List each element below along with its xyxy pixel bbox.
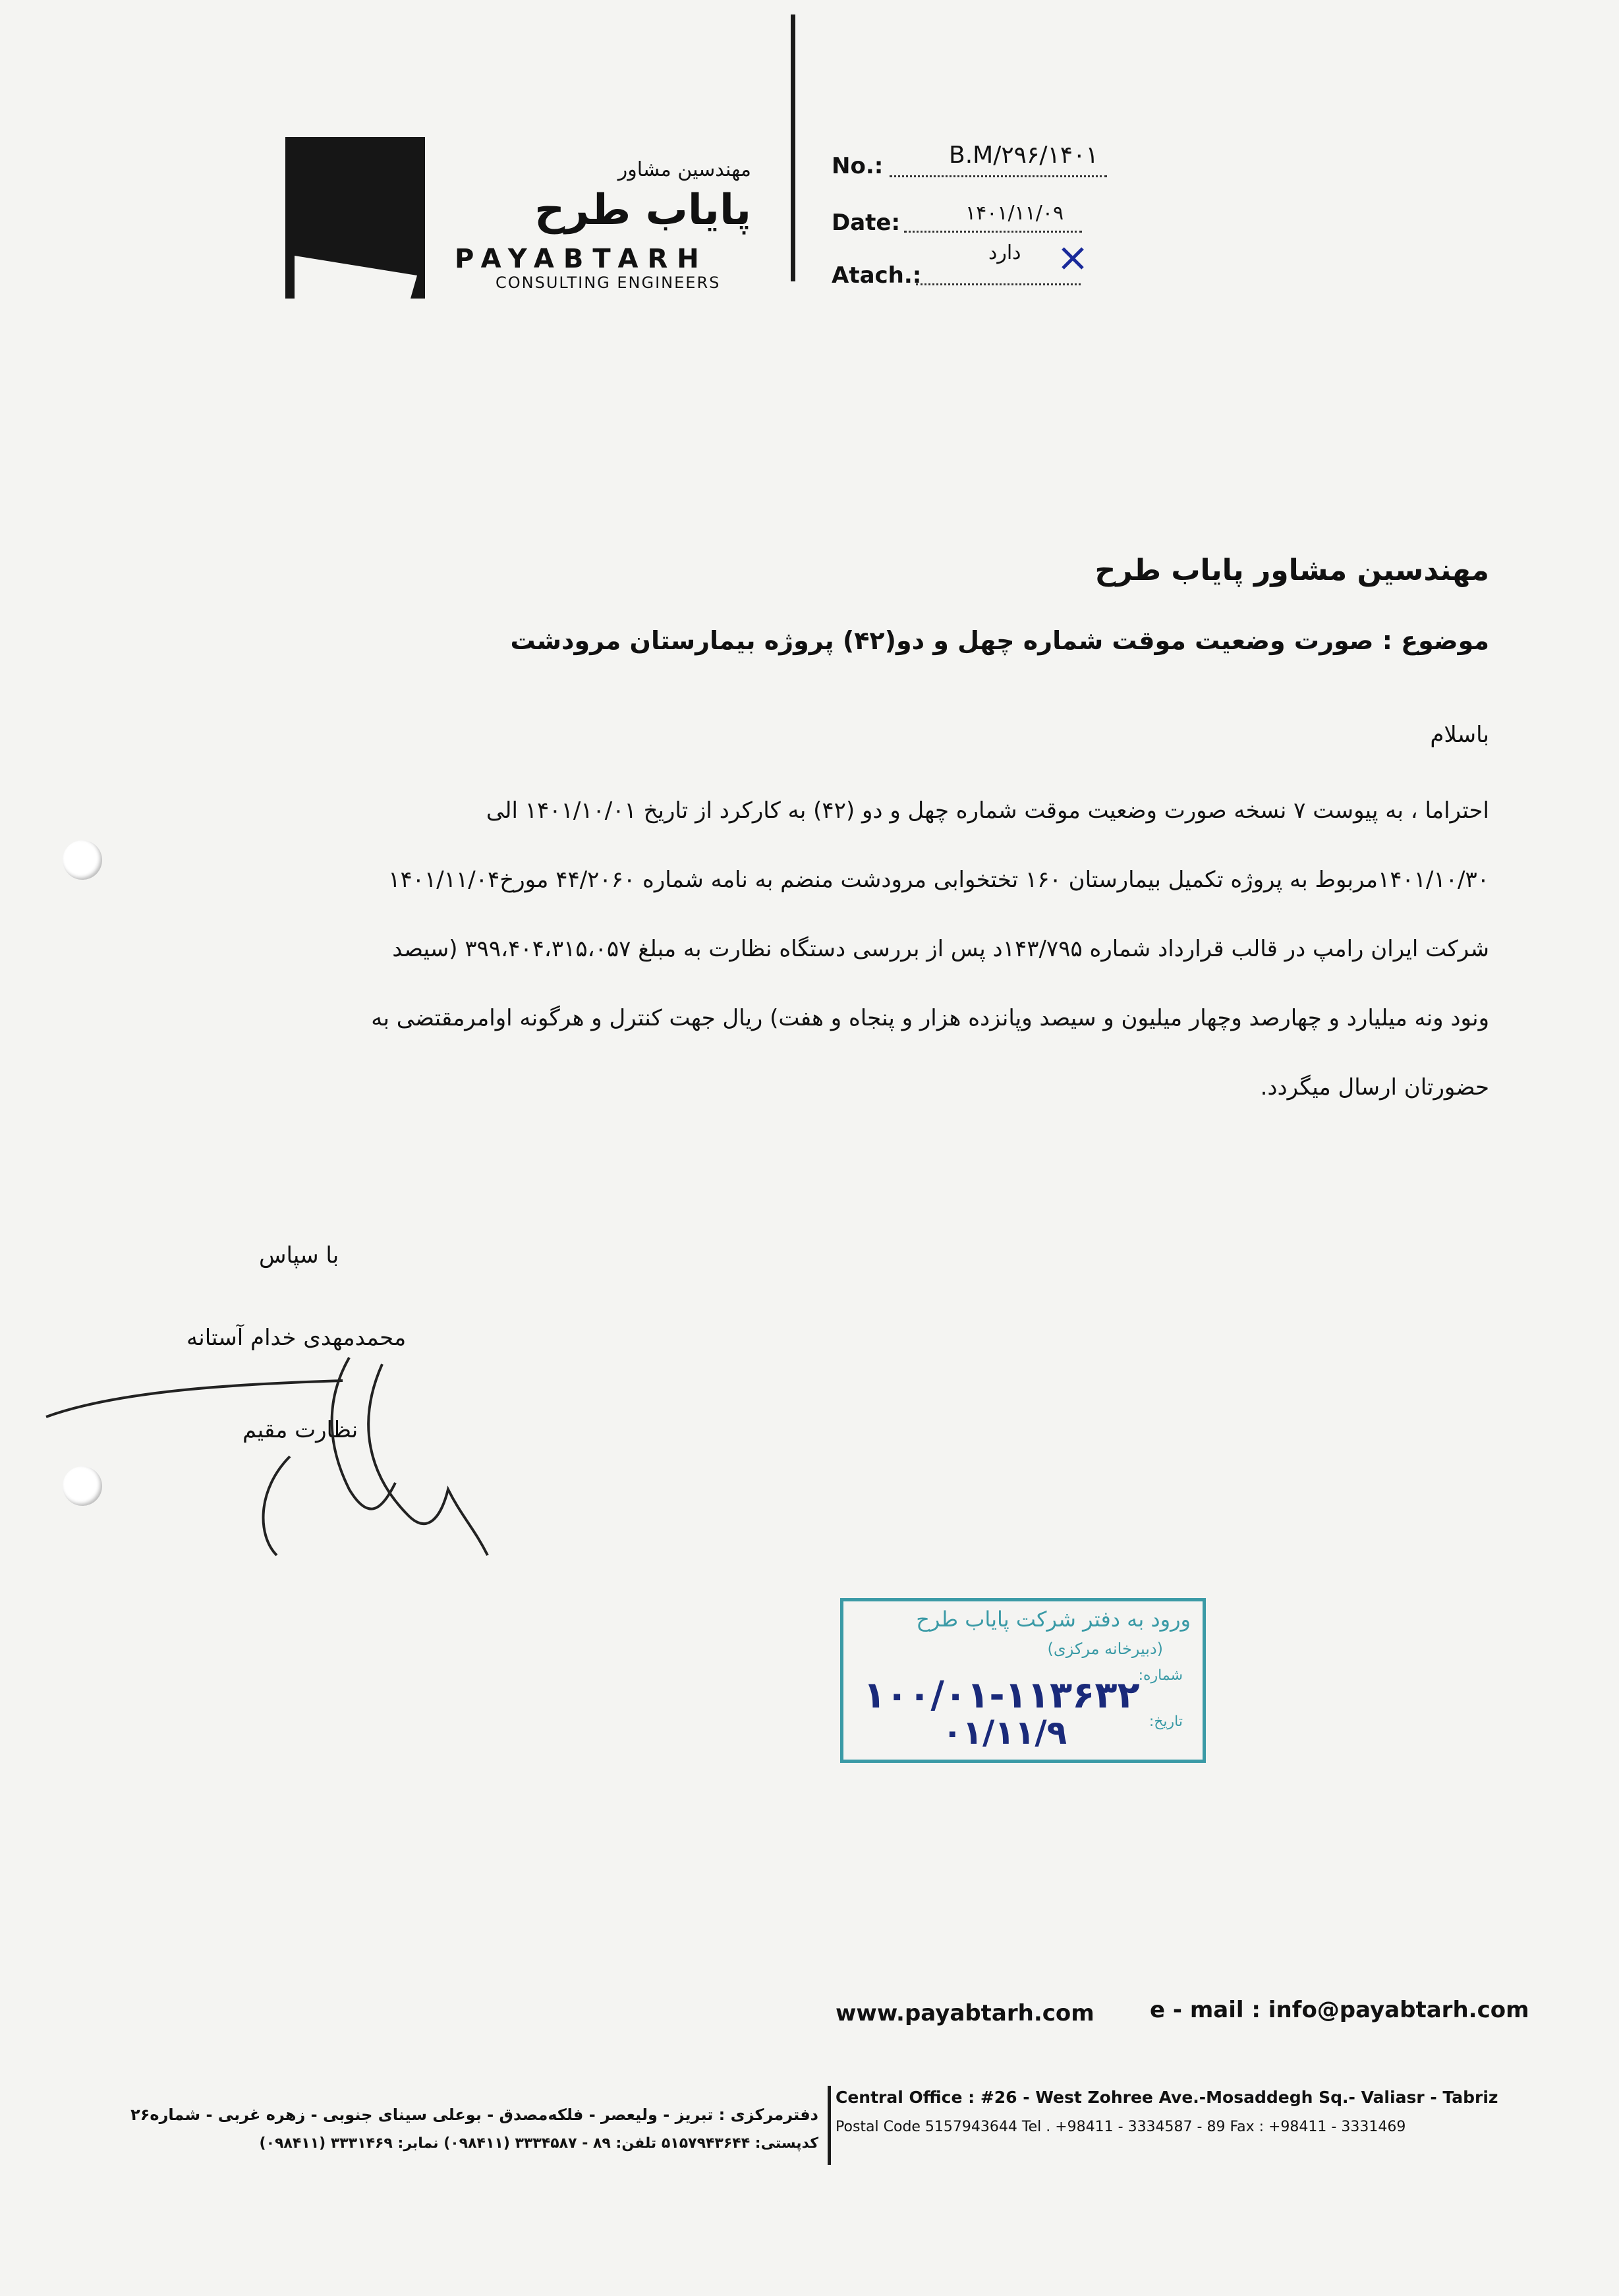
addressee: مهندسین مشاور پایاب طرح bbox=[1094, 554, 1489, 587]
stamp-date: ۰۱/۱۱/۹ bbox=[942, 1713, 1067, 1752]
body-line: ۱۴۰۱/۱۰/۳۰مربوط به پروژه تکمیل بیمارستان ۱۶۰ تختخوابی مرودشت منضم به نامه شماره ۴۴/۲۰۶۰ مورخ۱۴۰۱/۱۱/۰۴ bbox=[388, 867, 1489, 893]
attach-label: Atach.: bbox=[832, 262, 922, 289]
body-line: حضورتان ارسال میگردد. bbox=[1260, 1074, 1489, 1101]
letter-date: ۱۴۰۱/۱۱/۰۹ bbox=[965, 202, 1064, 225]
closing: با سپاس bbox=[259, 1242, 339, 1269]
signature-scribble bbox=[40, 1318, 501, 1597]
attach-dotline bbox=[916, 283, 1081, 285]
signer-role: نظارت مقیم bbox=[242, 1417, 358, 1443]
footer-contact: Postal Code 5157943644 Tel . +98411 - 3334587 - 89 Fax : +98411 - 3331469 bbox=[836, 2119, 1406, 2135]
attach-cross-icon bbox=[1060, 245, 1086, 274]
logo-subtitle: CONSULTING ENGINEERS bbox=[496, 273, 721, 292]
logo-text-english: PAYABTARH bbox=[455, 244, 708, 274]
body-line: ونود ونه میلیارد و چهارصد وچهار میلیون و سیصد وپانزده هزار و پنجاه و هفت) ریال جهت کنترل و هرگونه اوامرمقتضی به bbox=[371, 1005, 1489, 1031]
date-label: Date: bbox=[832, 210, 901, 236]
footer-divider bbox=[828, 2086, 831, 2165]
signer-name: محمدمهدی خدام آستانه bbox=[186, 1325, 407, 1351]
header-divider bbox=[791, 14, 795, 281]
footer-website: www.payabtarh.com bbox=[836, 2000, 1094, 2026]
footer-contact-fa: کدپستی: ۵۱۵۷۹۴۳۶۴۴ تلفن: ۸۹ - ۳۳۳۴۵۸۷ (۰۹۸۴۱۱) نمابر: ۳۳۳۱۴۶۹ (۰۹۸۴۱۱) bbox=[259, 2135, 818, 2152]
footer-office-address: Central Office : #26 - West Zohree Ave.-Mosaddegh Sq.- Valiasr - Tabriz bbox=[836, 2088, 1498, 2107]
attach-value: دارد bbox=[988, 241, 1021, 264]
no-dotline bbox=[890, 175, 1107, 177]
greeting: باسلام bbox=[1430, 722, 1489, 748]
logo-text-persian-small: مهندسین مشاور bbox=[617, 158, 751, 181]
stamp-number-label: شماره: bbox=[1138, 1667, 1183, 1684]
logo-mark bbox=[285, 137, 425, 299]
receipt-stamp bbox=[840, 1598, 1206, 1763]
date-dotline bbox=[904, 231, 1082, 233]
body-line: شرکت ایران رامپ در قالب قرارداد شماره ۱۴۳/۷۹۵د پس از بررسی دستگاه نظارت به مبلغ ۳۹۹،۴۰۴،۳۱۵،۰۵۷ (سیصد bbox=[392, 936, 1489, 962]
no-label: No.: bbox=[832, 153, 884, 179]
subject-line: موضوع : صورت وضعیت موقت شماره چهل و دو(۴۲) پروژه بیمارستان مرودشت bbox=[510, 626, 1489, 655]
stamp-subtitle: (دبیرخانه مرکزی) bbox=[1047, 1640, 1163, 1658]
logo-text-persian: پایاب طرح bbox=[534, 186, 751, 235]
stamp-number: ۱۰۰/۰۱-۱۱۳۶۳۲ bbox=[863, 1674, 1140, 1717]
body-line: احتراما ، به پیوست ۷ نسخه صورت وضعیت موقت شماره چهل و دو (۴۲) به کارکرد از تاریخ ۱۴۰۱/۱۰/۰۱ الی bbox=[486, 797, 1489, 824]
stamp-title: ورود به دفتر شرکت پایاب طرح bbox=[916, 1607, 1191, 1632]
binder-hole bbox=[63, 840, 102, 880]
stamp-date-label: تاریخ: bbox=[1149, 1713, 1183, 1730]
footer-office-address-fa: دفترمرکزی : تبریز - ولیعصر - فلکه‌مصدق - بوعلی سینای جنوبی - زهره غربی - شماره۲۶ bbox=[130, 2106, 818, 2124]
footer-email: e - mail : info@payabtarh.com bbox=[1150, 1997, 1529, 2023]
letter-number: B.M/۲۹۶/۱۴۰۱ bbox=[949, 142, 1098, 169]
